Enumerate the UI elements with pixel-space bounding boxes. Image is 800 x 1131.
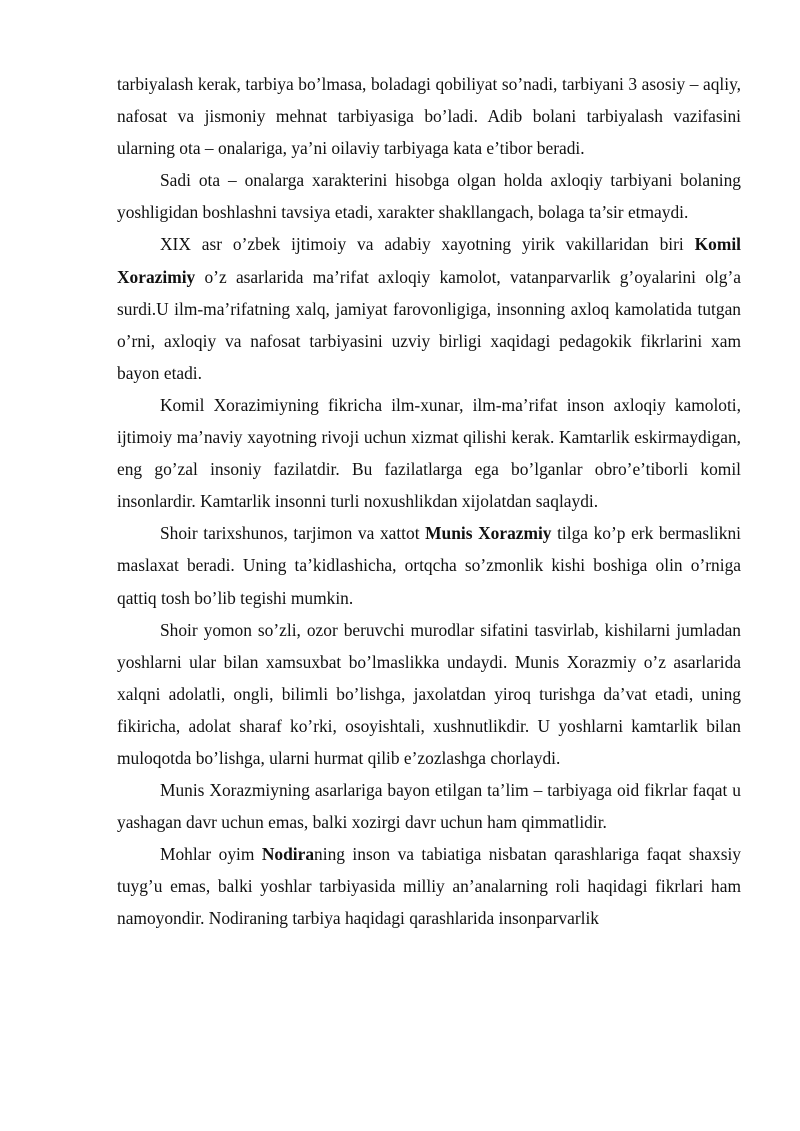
paragraph-4-text: Komil Xorazimiyning fikricha ilm-xunar, ilm-ma’rifat inson axloqiy kamoloti, ijtimoiy ma’naviy xayotning rivoji uchun xizmat qilishi kerak. Kamtarlik eskirmaydigan, eng go’zal insoniy fazilatdir. Bu fazilatlarga ega bo’lganlar obro’e’tiborli komil insonlardir. Kamtarlik insonni turli noxushlikdan xijolatdan saqlaydi. — [117, 394, 741, 512]
paragraph-7-text: Munis Xorazmiyning asarlariga bayon etilgan ta’lim – tarbiyaga oid fikrlar faqat u yashagan davr uchun emas, balki xozirgi davr uchun ham qimmatlidir. — [117, 780, 741, 833]
paragraph-8-text-start: Mohlar oyim — [160, 844, 262, 865]
paragraph-1-text: tarbiyalash kerak, tarbiya bo’lmasa, boladagi qobiliyat so’nadi, tarbiyani 3 asosiy – aqliy, nafosat va jismoniy mehnat tarbiyasiga bo’ladi. Adib bolani tarbiyalash vazifasini ularning ota – onalariga, ya’ni oilaviy tarbiyaga kata e’tibor beradi. — [117, 74, 741, 159]
paragraph-5-text-end: tilga ko’p erk bermaslikni maslaxat beradi. Uning ta’kidlashicha, ortqcha so’zmonlik kishi boshiga olin o’rniga qattiq tosh bo’lib tegishi mumkin. — [117, 523, 741, 608]
paragraph-3 — [117, 228, 741, 388]
paragraph-3-text-start: XIX asr o’zbek ijtimoiy va adabiy xayotning yirik vakillaridan biri — [160, 234, 695, 255]
author-name-nodira: Nodira — [261, 844, 315, 865]
document-page — [117, 68, 741, 935]
paragraph-5 — [117, 517, 741, 613]
paragraph-5-text-start: Shoir tarixshunos, tarjimon va xattot — [160, 523, 426, 544]
paragraph-6-text: Shoir yomon so’zli, ozor beruvchi murodlar sifatini tasvirlab, kishilarni jumladan yoshlarni ular bilan xamsuxbat bo’lmaslikka undaydi. Munis Xorazmiy o’z asarlarida xalqni adolatli, ongli, bilimli bo’lishga, jaxolatdan yiroq turishga da’vat etadi, uning fikiricha, adolat sharaf ko’rki, osoyishtali, xushnutlikdir. U yoshlarni kamtarlik bilan muloqotda bo’lishga, ularni hurmat qilib e’zozlashga chorlaydi. — [117, 619, 741, 768]
paragraph-2 — [117, 164, 741, 228]
paragraph-7 — [117, 774, 741, 838]
paragraph-2-text: Sadi ota – onalarga xarakterini hisobga olgan holda axloqiy tarbiyani bolaning yoshligidan boshlashni tavsiya etadi, xarakter shakllangach, bolaga ta’sir etmaydi. — [117, 170, 741, 223]
paragraph-8-text-end: ning inson va tabiatiga nisbatan qarashlariga faqat shaxsiy tuyg’u emas, balki yoshlar tarbiyasida milliy an’analarning roli haqidagi fikrlari ham namoyondir. Nodiraning tarbiya haqidagi qarashlarida insonparvarlik — [117, 844, 741, 929]
paragraph-8 — [117, 838, 741, 934]
author-name-komil-xorazimiy: Komil Xorazimiy — [117, 234, 741, 287]
paragraph-6 — [117, 614, 741, 774]
author-name-munis-xorazmiy: Munis Xorazmiy — [425, 523, 552, 544]
paragraph-4 — [117, 389, 741, 517]
paragraph-3-text-end: o’z asarlarida ma’rifat axloqiy kamolot, vatanparvarlik g’oyalarini olg’a surdi.U ilm-ma’rifatning xalq, jamiyat farovonligiga, insonning axloq kamolatida tutgan o’rni, axloqiy va nafosat tarbiyasini uzviy birligi xaqidagi pedagokik fikrlarini xam bayon etadi. — [117, 266, 741, 383]
paragraph-1 — [117, 68, 741, 164]
